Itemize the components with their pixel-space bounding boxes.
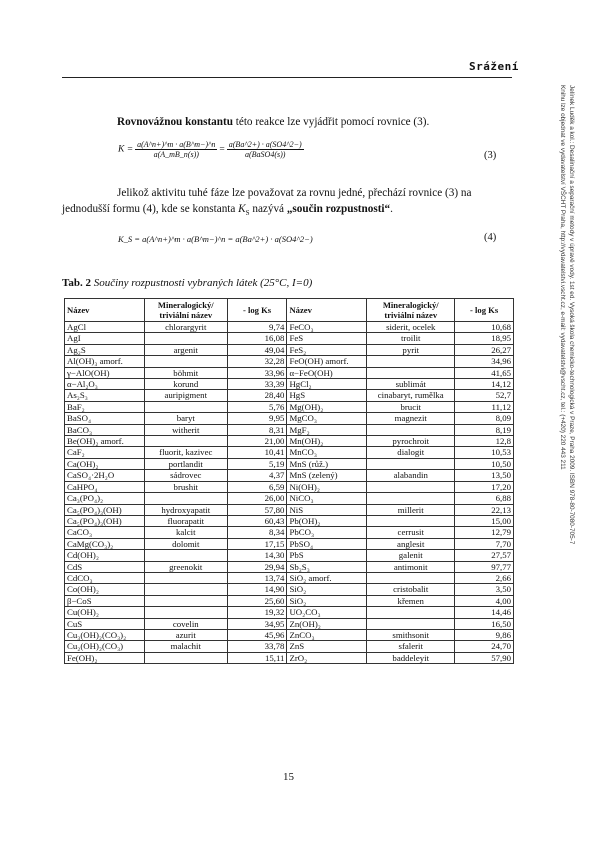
p2-ks: K xyxy=(238,202,246,215)
table-cell: CuS xyxy=(65,618,145,629)
table-cell: AgCl xyxy=(65,322,145,333)
table-cell: cinabaryt, rumělka xyxy=(367,390,455,401)
table-cell: MnS (růž.) xyxy=(287,458,367,469)
table-cell: magnezit xyxy=(367,413,455,424)
table-cell: argenit xyxy=(144,344,227,355)
table-cell: brushit xyxy=(144,481,227,492)
table-cell: 60,43 xyxy=(227,515,287,526)
table-cell: BaCO₃ xyxy=(65,424,145,435)
header-rule xyxy=(62,77,512,78)
table-row xyxy=(65,390,514,401)
table-cell: 7,70 xyxy=(455,538,514,549)
header-cell: Mineralogický/ triviální název xyxy=(144,299,227,322)
eq3-lhs: K = xyxy=(118,144,134,155)
table-cell: NiCO₃ xyxy=(287,493,367,504)
table-cell: CaF₂ xyxy=(65,447,145,458)
intro-paragraph xyxy=(117,115,429,129)
table-cell: 10,50 xyxy=(455,458,514,469)
table-cell: CdS xyxy=(65,561,145,572)
table-cell xyxy=(144,356,227,367)
header-cell: Mineralogický/ triviální název xyxy=(367,299,455,322)
table-cell: baryt xyxy=(144,413,227,424)
table-cell: CaHPO₄ xyxy=(65,481,145,492)
table-cell: 8,19 xyxy=(455,424,514,435)
table-row xyxy=(65,618,514,629)
table-cell: brucit xyxy=(367,401,455,412)
eq3-frac2 xyxy=(227,140,304,159)
table-cell xyxy=(144,652,227,663)
table-cell: 12,79 xyxy=(455,527,514,538)
table-row xyxy=(65,607,514,618)
table-cell: siderit, ocelek xyxy=(367,322,455,333)
table-cell: 24,70 xyxy=(455,641,514,652)
table-cell: CdCO₃ xyxy=(65,572,145,583)
table-cell xyxy=(144,333,227,344)
table-cell: 10,68 xyxy=(455,322,514,333)
table-cell: auripigment xyxy=(144,390,227,401)
table-cell: 12,8 xyxy=(455,436,514,447)
table-cell: Pb(OH)₂ xyxy=(287,515,367,526)
table-cell: 26,27 xyxy=(455,344,514,355)
table-cell: 34,95 xyxy=(227,618,287,629)
table-cell xyxy=(144,595,227,606)
table-cell: PbSO₄ xyxy=(287,538,367,549)
table-cell: 2,66 xyxy=(455,572,514,583)
table-cell: azurit xyxy=(144,629,227,640)
table-row xyxy=(65,367,514,378)
table-cell: 15,11 xyxy=(227,652,287,663)
table-row xyxy=(65,527,514,538)
intro-rest: této reakce lze vyjádřit pomocí rovnice (3). xyxy=(232,116,430,128)
intro-bold: Rovnovážnou konstantu xyxy=(117,116,233,128)
p2-text2: nazývá xyxy=(249,202,287,215)
table-cell: NiS xyxy=(287,504,367,515)
table-cell xyxy=(367,515,455,526)
side-note-text xyxy=(558,85,576,544)
eq3-frac2-num: a(Ba^2+) · a(SO4^2−) xyxy=(228,140,302,149)
table-cell: anglesit xyxy=(367,538,455,549)
table-row xyxy=(65,379,514,390)
table-cell: FeCO₃ xyxy=(287,322,367,333)
table-cell: Ca₃(PO₄)₂ xyxy=(65,493,145,504)
table-cell xyxy=(367,607,455,618)
table-cell: PbS xyxy=(287,550,367,561)
table-cell: křemen xyxy=(367,595,455,606)
table-row xyxy=(65,447,514,458)
table-cell: 5,19 xyxy=(227,458,287,469)
table-cell: 14,46 xyxy=(455,607,514,618)
table-cell: 14,12 xyxy=(455,379,514,390)
table-cell: 27,57 xyxy=(455,550,514,561)
table-cell: 9,74 xyxy=(227,322,287,333)
table-row xyxy=(65,458,514,469)
table-cell: Al(OH)₃ amorf. xyxy=(65,356,145,367)
table-cell: 26,00 xyxy=(227,493,287,504)
table-cell: Co(OH)₂ xyxy=(65,584,145,595)
table-cell: 6,59 xyxy=(227,481,287,492)
table-cell: Fe(OH)₂ xyxy=(65,652,145,663)
table-cell xyxy=(144,493,227,504)
table-row xyxy=(65,333,514,344)
table-cell: 17,20 xyxy=(455,481,514,492)
table-cell: 5,76 xyxy=(227,401,287,412)
p2-text3: . xyxy=(390,202,393,215)
table-cell: Ca₅(PO₄)₃(OH) xyxy=(65,515,145,526)
table-cell: 33,39 xyxy=(227,379,287,390)
page-number: 15 xyxy=(283,771,294,783)
paragraph-2 xyxy=(62,186,512,221)
table-row xyxy=(65,629,514,640)
table-cell: FeO(OH) amorf. xyxy=(287,356,367,367)
table-cell: 11,12 xyxy=(455,401,514,412)
eq4-number: (4) xyxy=(484,232,497,243)
table-cell: 41,65 xyxy=(455,367,514,378)
table-cell: sfalerit xyxy=(367,641,455,652)
p2-ks-sub: S xyxy=(245,208,250,217)
table-row xyxy=(65,538,514,549)
table-cell: 9,86 xyxy=(455,629,514,640)
table-row xyxy=(65,356,514,367)
table-cell: HgCl₂ xyxy=(287,379,367,390)
table-cell xyxy=(367,424,455,435)
table-cell: fluorit, kazivec xyxy=(144,447,227,458)
table-cell: Cu₃(OH)₂(CO₃)₂ xyxy=(65,629,145,640)
table-cell xyxy=(144,550,227,561)
table-cell: 57,80 xyxy=(227,504,287,515)
header-cell: Název xyxy=(65,299,145,322)
header-cell: - log Ks xyxy=(227,299,287,322)
table-row xyxy=(65,344,514,355)
table-cell: böhmit xyxy=(144,367,227,378)
table-cell: BaSO₄ xyxy=(65,413,145,424)
table-cell: troilit xyxy=(367,333,455,344)
table-cell: 13,74 xyxy=(227,572,287,583)
table-cell: cerrusit xyxy=(367,527,455,538)
table-cell: 4,37 xyxy=(227,470,287,481)
table-cell: portlandit xyxy=(144,458,227,469)
table-cell: malachit xyxy=(144,641,227,652)
table-row xyxy=(65,641,514,652)
table-cell: 15,00 xyxy=(455,515,514,526)
side-note-line1: Jelínek Luděk a kol.: Desalinační a separační metody v úpravě vody. 1st ed. Vysoká škola chemicko-technologická v Praze, Praha 2009. ISBN 978-80-7080-705-7 xyxy=(568,85,575,545)
table-row xyxy=(65,515,514,526)
table-cell xyxy=(367,367,455,378)
table-row xyxy=(65,401,514,412)
table-row xyxy=(65,595,514,606)
table-cell xyxy=(144,572,227,583)
table-cell: sublimát xyxy=(367,379,455,390)
table-row xyxy=(65,550,514,561)
table-cell: 10,41 xyxy=(227,447,287,458)
table-cell xyxy=(367,458,455,469)
table-caption-label: Tab. 2 xyxy=(62,277,91,289)
table-cell: 4,00 xyxy=(455,595,514,606)
eq3-frac2-den: a(BaSO4(s)) xyxy=(244,150,286,159)
table-cell: Cu₂(OH)₂(CO₃) xyxy=(65,641,145,652)
table-row xyxy=(65,572,514,583)
table-cell: SiO₂ xyxy=(287,595,367,606)
running-header: Srážení xyxy=(469,60,519,73)
table-cell: chlorargyrit xyxy=(144,322,227,333)
table-cell: ZnCO₃ xyxy=(287,629,367,640)
table-cell: Mg(OH)₂ xyxy=(287,401,367,412)
table-body xyxy=(65,322,514,664)
table-cell xyxy=(144,436,227,447)
table-cell: MnS (zelený) xyxy=(287,470,367,481)
table-cell xyxy=(144,584,227,595)
table-cell: Ca(OH)₂ xyxy=(65,458,145,469)
table-cell: dialogit xyxy=(367,447,455,458)
table-cell: kalcit xyxy=(144,527,227,538)
table-cell: sádrovec xyxy=(144,470,227,481)
table-cell: FeS₂ xyxy=(287,344,367,355)
table-cell: pyrochroit xyxy=(367,436,455,447)
table-cell: cristobalit xyxy=(367,584,455,595)
table-cell: 16,50 xyxy=(455,618,514,629)
table-cell: 13,50 xyxy=(455,470,514,481)
table-cell: PbCO₃ xyxy=(287,527,367,538)
table-cell: AgI xyxy=(65,333,145,344)
table-row xyxy=(65,470,514,481)
table-cell: Zn(OH)₂ xyxy=(287,618,367,629)
header-cell: Název xyxy=(287,299,367,322)
table-cell xyxy=(144,401,227,412)
table-cell: 45,96 xyxy=(227,629,287,640)
table-cell: 32,28 xyxy=(227,356,287,367)
table-cell xyxy=(367,356,455,367)
table-cell: 52,7 xyxy=(455,390,514,401)
table-cell: pyrit xyxy=(367,344,455,355)
table-cell xyxy=(367,481,455,492)
table-caption-text: Součiny rozpustnosti vybraných látek (25°C, I=0) xyxy=(90,277,313,289)
p2-bold: „součin rozpustnosti“ xyxy=(286,202,391,215)
table-row xyxy=(65,424,514,435)
table-cell: 17,15 xyxy=(227,538,287,549)
table-cell: SiO₂ amorf. xyxy=(287,572,367,583)
table-row xyxy=(65,481,514,492)
table-row xyxy=(65,561,514,572)
table-cell: MnCO₃ xyxy=(287,447,367,458)
table-cell: α−Al₂O₃ xyxy=(65,379,145,390)
table-cell xyxy=(144,607,227,618)
table-cell: 28,40 xyxy=(227,390,287,401)
table-cell: As₂S₃ xyxy=(65,390,145,401)
table-cell: 22,13 xyxy=(455,504,514,515)
table-cell: fluorapatit xyxy=(144,515,227,526)
table-cell: Cu(OH)₂ xyxy=(65,607,145,618)
table-cell: 8,09 xyxy=(455,413,514,424)
table-row xyxy=(65,322,514,333)
table-header-row xyxy=(65,299,514,322)
eq3-frac1-num: a(A^n+)^m · a(B^m−)^n xyxy=(137,140,216,149)
table-cell: CaSO₄·2H₂O xyxy=(65,470,145,481)
table-cell: 8,34 xyxy=(227,527,287,538)
table-cell: 21,00 xyxy=(227,436,287,447)
equation-4: K_S = a(A^n+)^m · a(B^m−)^n = a(Ba^2+) · a(SO4^2−) xyxy=(118,234,313,244)
table-cell: 25,60 xyxy=(227,595,287,606)
p2-text1: Jelikož aktivitu tuhé fáze lze považovat za rovnu jedné, přechází rovnice (3) na jednodušší formu (4), kde se konstanta xyxy=(62,187,472,215)
table-cell xyxy=(367,493,455,504)
table-cell: 6,88 xyxy=(455,493,514,504)
table-row xyxy=(65,493,514,504)
eq3-frac1-den: a(A_mB_n(s)) xyxy=(153,150,199,159)
table-cell: 10,53 xyxy=(455,447,514,458)
eq3-frac1 xyxy=(135,140,217,159)
header-cell: - log Ks xyxy=(455,299,514,322)
table-cell: β−CoS xyxy=(65,595,145,606)
table-cell: FeS xyxy=(287,333,367,344)
table-cell: 8,31 xyxy=(227,424,287,435)
table-cell: alabandin xyxy=(367,470,455,481)
table-cell: 33,96 xyxy=(227,367,287,378)
table-cell: 18,95 xyxy=(455,333,514,344)
table-row xyxy=(65,504,514,515)
table-cell: greenokit xyxy=(144,561,227,572)
table-row xyxy=(65,652,514,663)
table-cell: Ni(OH)₂ xyxy=(287,481,367,492)
table-cell: Be(OH)₂ amorf. xyxy=(65,436,145,447)
table-cell: Mn(OH)₂ xyxy=(287,436,367,447)
table-cell: smithsonit xyxy=(367,629,455,640)
eq3-equals: = xyxy=(219,144,225,155)
table-cell: MgCO₃ xyxy=(287,413,367,424)
table-cell: CaMg(CO₃)₂ xyxy=(65,538,145,549)
equation-3 xyxy=(118,140,513,159)
table-cell: 34,96 xyxy=(455,356,514,367)
table-cell: covelin xyxy=(144,618,227,629)
table-cell xyxy=(367,572,455,583)
table-cell: millerit xyxy=(367,504,455,515)
table-cell: 16,08 xyxy=(227,333,287,344)
table-cell: 29,94 xyxy=(227,561,287,572)
table-cell: HgS xyxy=(287,390,367,401)
table-cell: 33,78 xyxy=(227,641,287,652)
table-cell: 97,77 xyxy=(455,561,514,572)
table-cell: 14,30 xyxy=(227,550,287,561)
table-cell: galenit xyxy=(367,550,455,561)
table-cell: 49,04 xyxy=(227,344,287,355)
side-note-line2: Knihu lze objednat ve vydavatelství VŠCHT Praha, http://vydavatelstvi.vscht.cz, e-mail: vydavatelstvi@vscht.cz, tel.: (+420) 220 443 211 xyxy=(559,85,566,470)
table-cell: 9,95 xyxy=(227,413,287,424)
solubility-table xyxy=(64,298,514,664)
table-cell: witherit xyxy=(144,424,227,435)
table-caption xyxy=(62,277,312,289)
table-cell: ZnS xyxy=(287,641,367,652)
table-cell: CaCO₃ xyxy=(65,527,145,538)
table-cell: α−FeO(OH) xyxy=(287,367,367,378)
table-cell: BaF₂ xyxy=(65,401,145,412)
table-row xyxy=(65,413,514,424)
table-cell: 57,90 xyxy=(455,652,514,663)
table-cell: 3,50 xyxy=(455,584,514,595)
table-cell: Ag₂S xyxy=(65,344,145,355)
table-cell: 14,90 xyxy=(227,584,287,595)
table-cell: MgF₂ xyxy=(287,424,367,435)
table-cell: dolomit xyxy=(144,538,227,549)
table-row xyxy=(65,584,514,595)
eq3-number: (3) xyxy=(484,150,497,161)
table-cell xyxy=(367,618,455,629)
table-cell: Cd(OH)₂ xyxy=(65,550,145,561)
table-cell: Ca₅(PO₄)₃(OH) xyxy=(65,504,145,515)
table-cell: SiO₂ xyxy=(287,584,367,595)
table-cell: korund xyxy=(144,379,227,390)
table-cell: γ−AlO(OH) xyxy=(65,367,145,378)
table-cell: 19,32 xyxy=(227,607,287,618)
table-cell: antimonit xyxy=(367,561,455,572)
table-cell: baddeleyit xyxy=(367,652,455,663)
table-cell: ZrO₂ xyxy=(287,652,367,663)
table-cell: Sb₂S₃ xyxy=(287,561,367,572)
table-cell: UO₂CO₃ xyxy=(287,607,367,618)
table-cell: hydroxyapatit xyxy=(144,504,227,515)
table-row xyxy=(65,436,514,447)
